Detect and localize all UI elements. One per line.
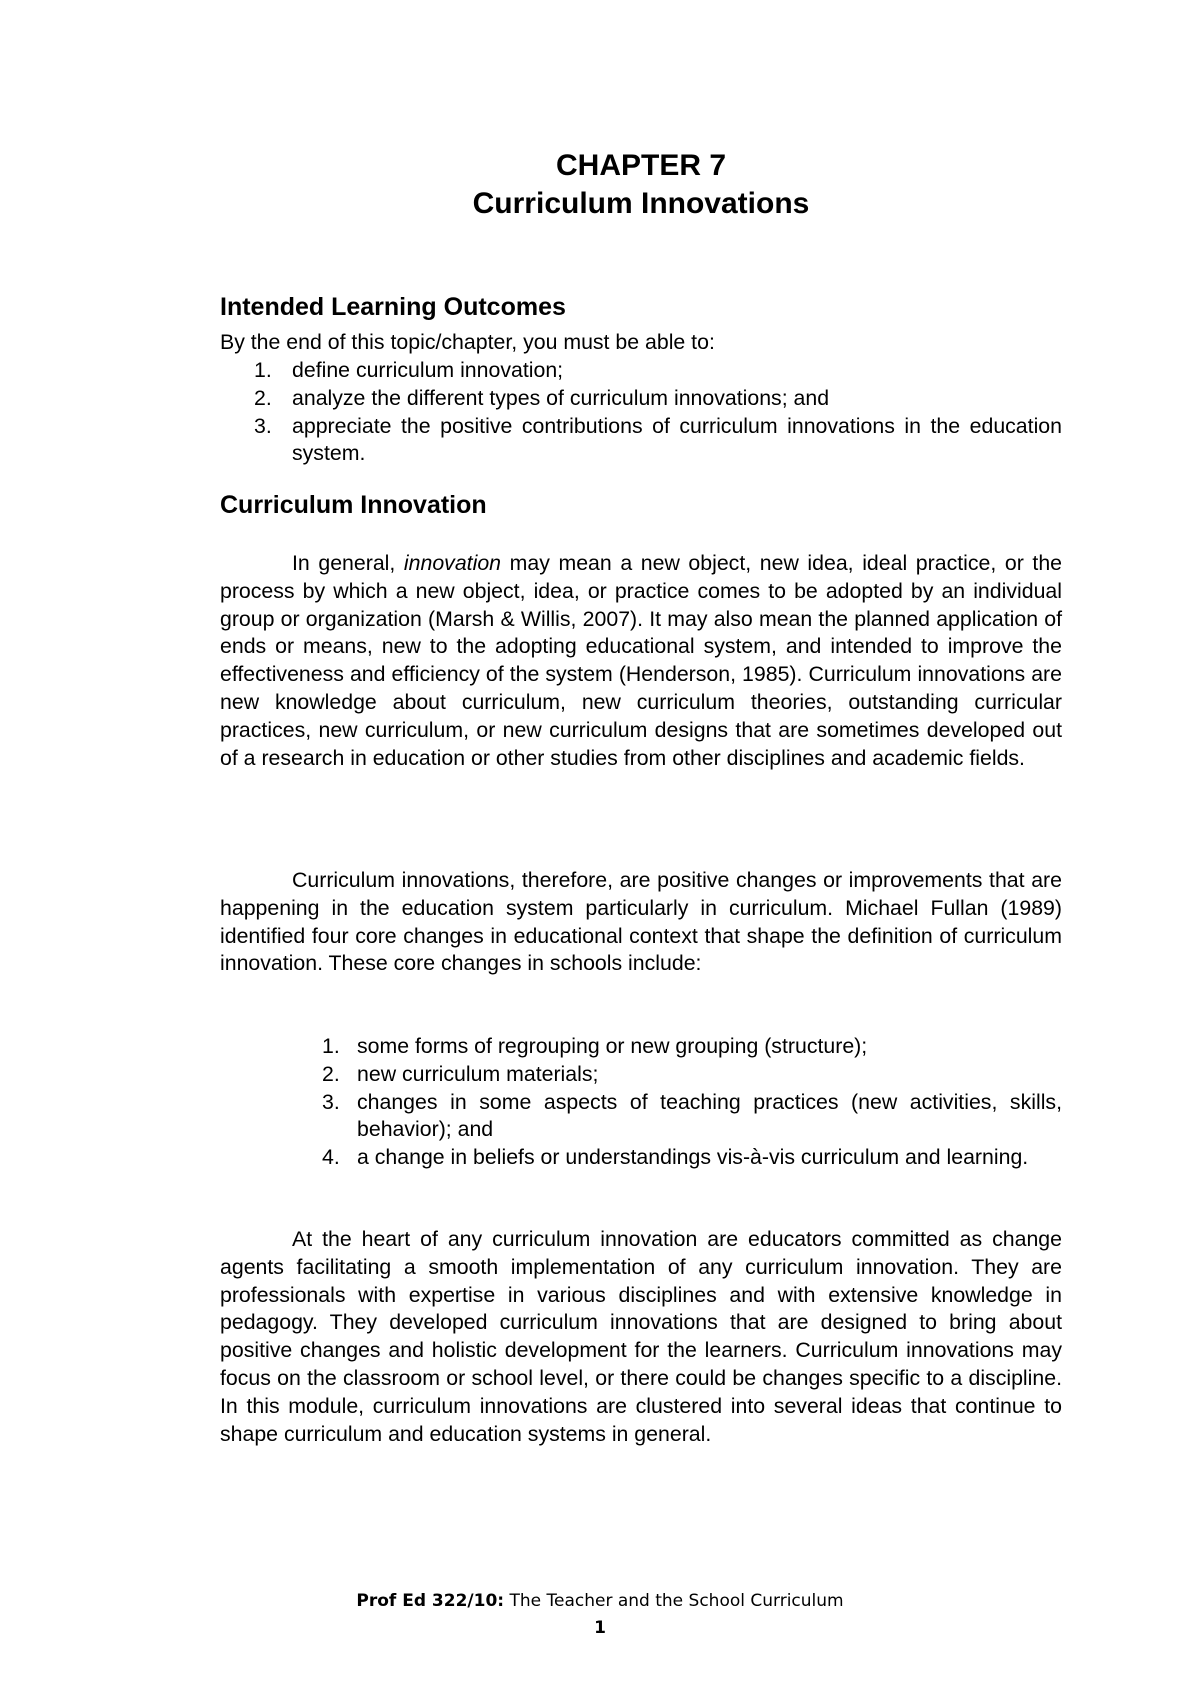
list-number: 1. xyxy=(322,1034,340,1058)
emphasis-innovation: innovation xyxy=(403,551,502,575)
chapter-title: Curriculum Innovations xyxy=(472,187,810,220)
footer-course-title: The Teacher and the School Curriculum xyxy=(504,1591,844,1611)
paragraph-rest: may mean a new object, new idea, ideal practice, or the process by which a new object, idea, or practice comes to be adopted by an individual group or organization (Marsh & Willis, 2007). It may also mean the planned application of ends or means, new to the adopting educational system, and intended to improve the effectiveness and efficiency of the system (Henderson, 1985). Curriculum innovations are new knowledge about curriculum, new curriculum theories, outstanding curricular practices, new curriculum, or new curriculum designs that are sometimes developed out of a research in education or other studies from other disciplines and academic fields. xyxy=(220,551,1063,770)
paragraph-educators: At the heart of any curriculum innovation are educators committed as change agents facilitating a smooth implementation of any curriculum innovation. They are professionals with expertise in various disciplines and with extensive knowledge in pedagogy. They developed curriculum innovations that are designed to bring about positive changes and holistic development for the learners. Curriculum innovations may focus on the classroom or school level, or there could be changes specific to a discipline. In this module, curriculum innovations are clustered into several ideas that continue to shape curriculum and education systems in general. xyxy=(220,1227,1062,1446)
list-text: new curriculum materials; xyxy=(357,1061,599,1086)
paragraph-lead: In general, xyxy=(292,551,404,575)
outcomes-list xyxy=(220,357,1062,468)
core-changes-list xyxy=(220,1033,1062,1172)
list-text: appreciate the positive contributions of curriculum innovations in the education system. xyxy=(292,413,1062,466)
outcomes-heading: Intended Learning Outcomes xyxy=(220,293,566,321)
list-number: 2. xyxy=(254,385,272,410)
list-item xyxy=(220,413,1062,469)
list-text: some forms of regrouping or new grouping (structure); xyxy=(357,1034,868,1058)
list-text: analyze the different types of curriculum innovations; and xyxy=(292,385,830,410)
list-item xyxy=(220,1089,1062,1145)
list-number: 3. xyxy=(254,413,272,438)
list-text: a change in beliefs or understandings vis-à-vis curriculum and learning. xyxy=(357,1145,1029,1170)
chapter-header xyxy=(220,147,1062,223)
list-text: define curriculum innovation; xyxy=(292,358,564,382)
footer-course-code: Prof Ed 322/10: xyxy=(356,1591,505,1611)
list-number: 3. xyxy=(322,1089,340,1114)
list-item xyxy=(220,357,1062,385)
list-number: 4. xyxy=(322,1145,340,1170)
list-number: 1. xyxy=(254,358,272,382)
innovation-heading: Curriculum Innovation xyxy=(220,491,487,519)
list-number: 2. xyxy=(322,1061,340,1086)
paragraph-core-changes: Curriculum innovations, therefore, are positive changes or improvements that are happening in the education system particularly in curriculum. Michael Fullan (1989) identified four core changes in educational context that shape the definition of curriculum innovation. These core changes in schools include: xyxy=(220,868,1062,976)
paragraph-definition xyxy=(220,550,1062,772)
list-item xyxy=(220,1144,1062,1172)
chapter-number: CHAPTER 7 xyxy=(555,149,727,182)
outcomes-intro: By the end of this topic/chapter, you must be able to: xyxy=(220,330,715,354)
page-number: 1 xyxy=(594,1618,606,1638)
list-item xyxy=(220,1061,1062,1089)
footer-course-line xyxy=(0,1590,1200,1612)
list-item xyxy=(220,1033,1062,1061)
list-text: changes in some aspects of teaching practices (new activities, skills, behavior); and xyxy=(357,1089,1062,1142)
list-item xyxy=(220,385,1062,413)
